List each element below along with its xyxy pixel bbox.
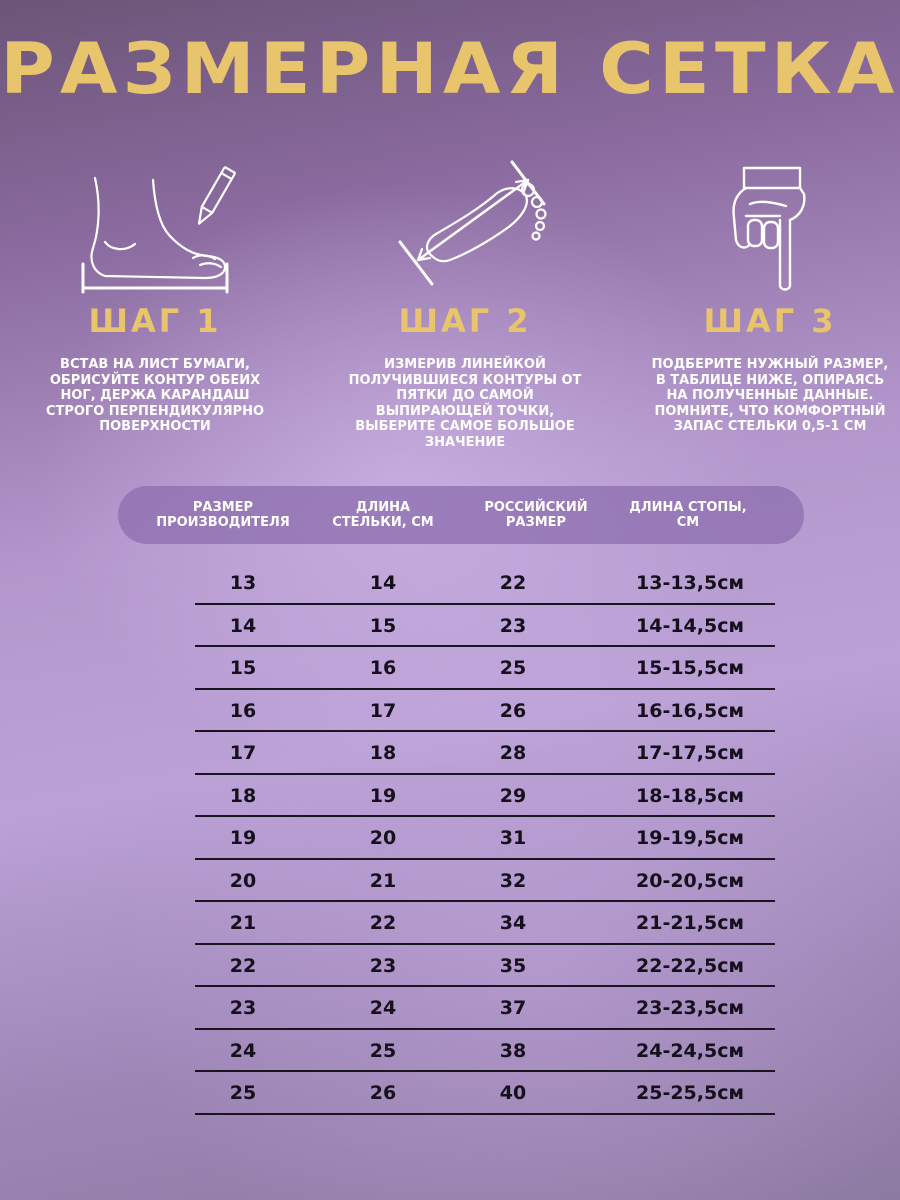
- footprint-measure-icon: [335, 160, 595, 295]
- cell-manufacturer-size: 17: [229, 742, 257, 764]
- cell-foot-length: 17-17,5см: [636, 742, 744, 764]
- table-row: [195, 860, 775, 903]
- cell-manufacturer-size: 22: [229, 954, 257, 977]
- table-row: [195, 690, 775, 733]
- step-3-heading: ШАГ 3: [703, 302, 837, 340]
- cell-insole-length: 20: [369, 827, 397, 849]
- table-row: [195, 562, 775, 605]
- pointing-hand-icon: [640, 160, 900, 295]
- cell-russian-size: 35: [499, 954, 527, 977]
- table-row: [195, 775, 775, 818]
- cell-insole-length: 24: [369, 997, 397, 1019]
- step-1-heading: ШАГ 1: [88, 302, 222, 340]
- cell-russian-size: 22: [499, 572, 527, 594]
- cell-foot-length: 24-24,5см: [636, 1039, 744, 1062]
- cell-foot-length: 21-21,5см: [636, 912, 744, 934]
- cell-manufacturer-size: 21: [229, 912, 257, 934]
- step-2-heading: ШАГ 2: [398, 302, 532, 340]
- cell-russian-size: 38: [499, 1039, 527, 1062]
- step-2: [335, 160, 595, 450]
- cell-russian-size: 34: [499, 912, 527, 934]
- cell-insole-length: 16: [369, 657, 397, 679]
- cell-insole-length: 22: [369, 912, 397, 934]
- header-russian-size: РОССИЙСКИЙ РАЗМЕР: [484, 500, 588, 530]
- table-row: [195, 1030, 775, 1073]
- table-row: [195, 605, 775, 648]
- cell-manufacturer-size: 25: [229, 1082, 257, 1104]
- cell-insole-length: 23: [369, 954, 397, 977]
- page-title: РАЗМЕРНАЯ СЕТКА: [0, 28, 900, 110]
- cell-manufacturer-size: 23: [229, 997, 257, 1019]
- cell-foot-length: 20-20,5см: [636, 869, 744, 892]
- table-row: [195, 647, 775, 690]
- cell-insole-length: 18: [369, 742, 397, 764]
- table-row: [195, 987, 775, 1030]
- table-row: [195, 945, 775, 988]
- cell-russian-size: 25: [499, 657, 527, 679]
- cell-insole-length: 25: [369, 1039, 397, 1062]
- cell-manufacturer-size: 20: [229, 869, 257, 892]
- step-1-description: ВСТАВ НА ЛИСТ БУМАГИ, ОБРИСУЙТЕ КОНТУР ОБЕИХ НОГ, ДЕРЖА КАРАНДАШ СТРОГО ПЕРПЕНДИКУЛЯРНО ПОВЕРХНОСТИ: [45, 357, 265, 434]
- cell-manufacturer-size: 15: [229, 657, 257, 679]
- header-manufacturer-size: РАЗМЕР ПРОИЗВОДИТЕЛЯ: [156, 500, 290, 530]
- cell-manufacturer-size: 19: [229, 827, 257, 849]
- cell-foot-length: 14-14,5см: [636, 614, 744, 637]
- cell-insole-length: 15: [369, 614, 397, 637]
- cell-foot-length: 13-13,5см: [636, 572, 744, 594]
- table-row: [195, 902, 775, 945]
- cell-foot-length: 18-18,5см: [636, 784, 744, 807]
- cell-manufacturer-size: 18: [229, 784, 257, 807]
- cell-insole-length: 26: [369, 1082, 397, 1104]
- cell-foot-length: 15-15,5см: [636, 657, 744, 679]
- step-1: [25, 160, 285, 435]
- cell-russian-size: 28: [499, 742, 527, 764]
- cell-foot-length: 19-19,5см: [636, 827, 744, 849]
- cell-insole-length: 19: [369, 784, 397, 807]
- cell-russian-size: 32: [499, 869, 527, 892]
- cell-insole-length: 21: [369, 869, 397, 892]
- cell-foot-length: 22-22,5см: [636, 954, 744, 977]
- cell-russian-size: 29: [499, 784, 527, 807]
- cell-insole-length: 14: [369, 572, 397, 594]
- table-row: [195, 1072, 775, 1115]
- header-foot-length: ДЛИНА СТОПЫ, СМ: [629, 500, 747, 530]
- foot-with-pencil-icon: [25, 160, 285, 295]
- size-table-body: [195, 562, 775, 1115]
- cell-russian-size: 23: [499, 614, 527, 637]
- cell-russian-size: 26: [499, 699, 527, 722]
- step-2-description: ИЗМЕРИВ ЛИНЕЙКОЙ ПОЛУЧИВШИЕСЯ КОНТУРЫ ОТ ПЯТКИ ДО САМОЙ ВЫПИРАЮЩЕЙ ТОЧКИ, ВЫБЕРИТЕ САМОЕ БОЛЬШОЕ ЗНАЧЕНИЕ: [348, 357, 582, 450]
- table-row: [195, 732, 775, 775]
- cell-foot-length: 25-25,5см: [636, 1082, 744, 1104]
- size-table-header: [118, 486, 804, 544]
- cell-manufacturer-size: 13: [229, 572, 257, 594]
- cell-foot-length: 16-16,5см: [636, 699, 744, 722]
- cell-russian-size: 37: [499, 997, 527, 1019]
- cell-manufacturer-size: 14: [229, 614, 257, 637]
- step-3: [640, 160, 900, 435]
- step-3-description: ПОДБЕРИТЕ НУЖНЫЙ РАЗМЕР, В ТАБЛИЦЕ НИЖЕ, ОПИРАЯСЬ НА ПОЛУЧЕННЫЕ ДАННЫЕ. ПОМНИТЕ, ЧТО КОМФОРТНЫЙ ЗАПАС СТЕЛЬКИ 0,5-1 СМ: [651, 357, 889, 434]
- cell-insole-length: 17: [369, 699, 397, 722]
- cell-manufacturer-size: 16: [229, 699, 257, 722]
- cell-manufacturer-size: 24: [229, 1039, 257, 1062]
- header-insole-length: ДЛИНА СТЕЛЬКИ, СМ: [332, 500, 434, 530]
- cell-russian-size: 31: [499, 827, 527, 849]
- table-row: [195, 817, 775, 860]
- cell-foot-length: 23-23,5см: [636, 997, 744, 1019]
- cell-russian-size: 40: [499, 1082, 527, 1104]
